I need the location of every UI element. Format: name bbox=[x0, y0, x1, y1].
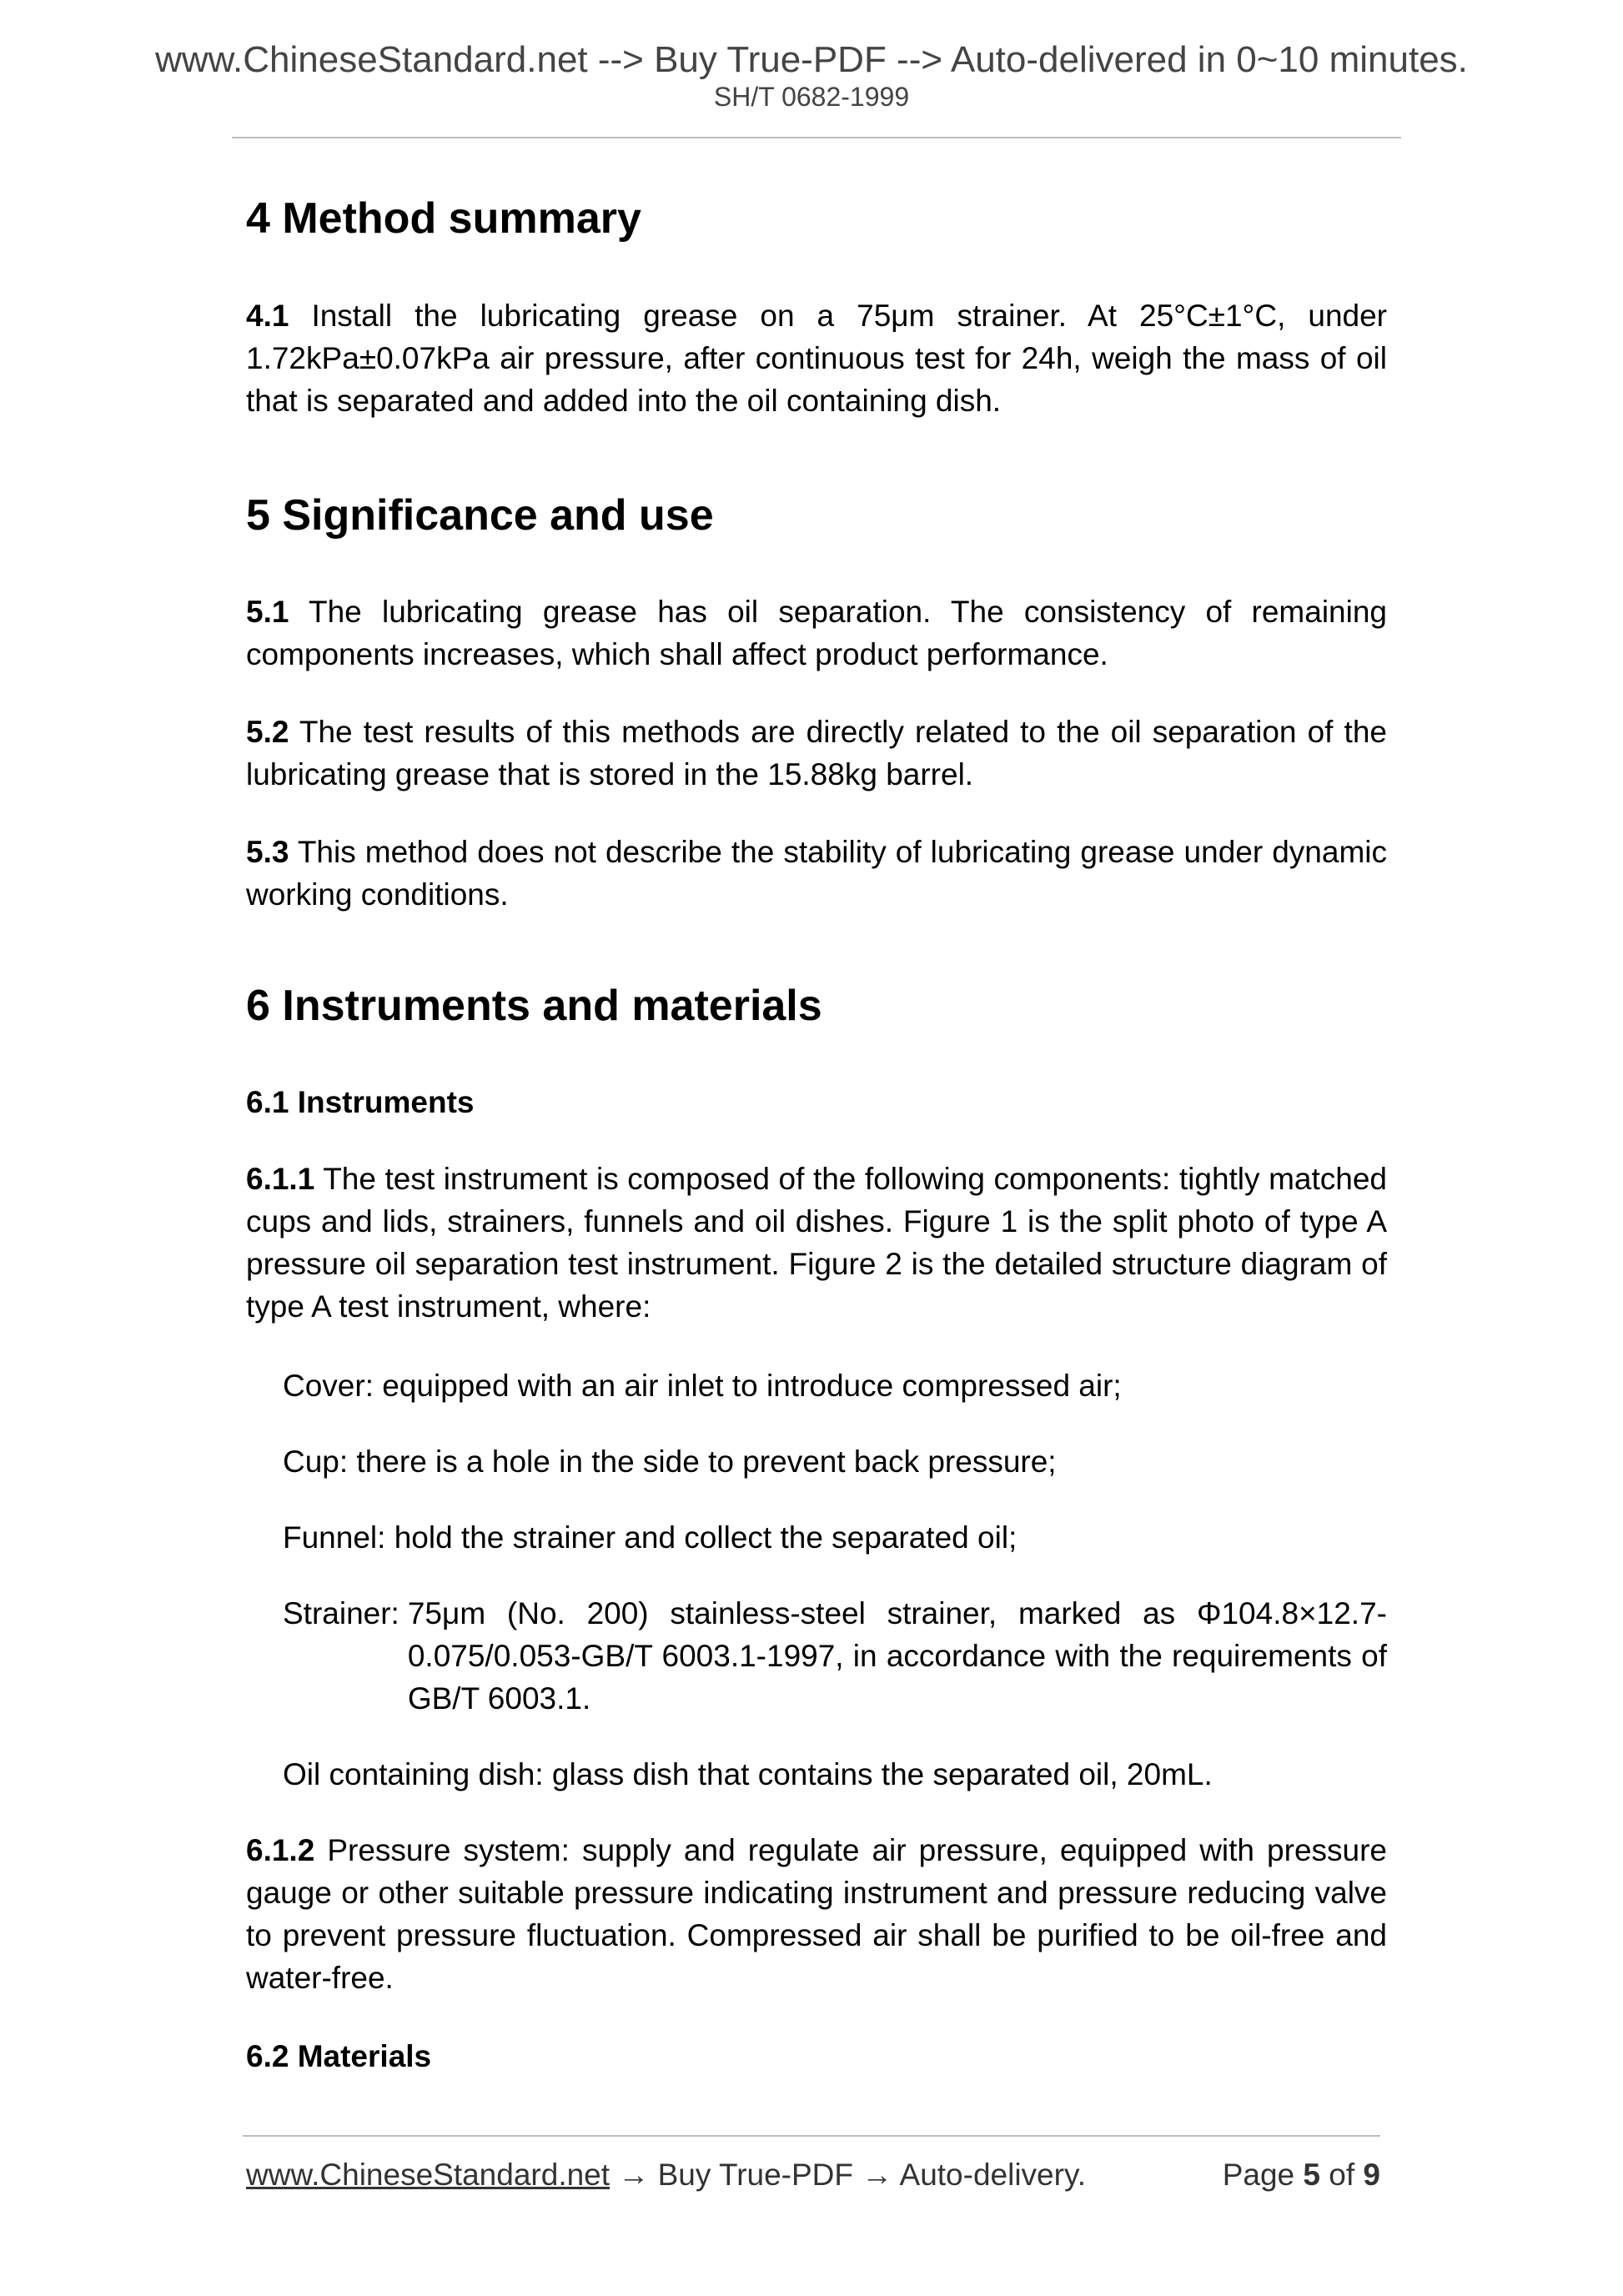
strainer-label: Strainer: bbox=[283, 1596, 399, 1630]
header-banner: www.ChineseStandard.net --> Buy True-PDF --> Auto-delivered in 0~10 minutes. bbox=[155, 39, 1468, 80]
paragraph-6-1-2 bbox=[246, 1829, 1387, 1999]
paragraph-5-3 bbox=[246, 831, 1387, 916]
header-divider bbox=[232, 137, 1401, 138]
footer-site-link[interactable]: www.ChineseStandard.net bbox=[246, 2158, 611, 2192]
footer-left bbox=[246, 2157, 1086, 2193]
paragraph-text: The test instrument is composed of the following components: tightly matched cups and lids, strainers, funnels and oil dishes. Figure 1 is the split photo of type A pressure oil separation test instrument. Figure 2 is the detailed structure diagram of type A test instrument, where: bbox=[246, 1162, 1387, 1324]
paragraph-4-1 bbox=[246, 294, 1387, 422]
clause-number: 5.1 bbox=[246, 595, 289, 629]
section-5-title: 5 Significance and use bbox=[246, 491, 714, 540]
component-funnel: Funnel: hold the strainer and collect the separated oil; bbox=[283, 1520, 1018, 1555]
subsection-6-2-title: 6.2 Materials bbox=[246, 2039, 432, 2073]
component-strainer bbox=[283, 1592, 1387, 1720]
section-4-title: 4 Method summary bbox=[246, 194, 641, 243]
footer-suffix: → Buy True-PDF → Auto-delivery. bbox=[610, 2158, 1086, 2192]
footer-divider bbox=[243, 2135, 1380, 2137]
paragraph-5-1 bbox=[246, 590, 1387, 676]
standard-code: SH/T 0682-1999 bbox=[713, 82, 910, 112]
component-oil-dish: Oil containing dish: glass dish that contains the separated oil, 20mL. bbox=[283, 1757, 1213, 1791]
paragraph-text: The test results of this methods are directly related to the oil separation of the lubricating grease that is stored in the 15.88kg barrel. bbox=[246, 715, 1387, 791]
clause-number: 4.1 bbox=[246, 299, 289, 333]
paragraph-6-1-1 bbox=[246, 1158, 1387, 1328]
paragraph-text: Install the lubricating grease on a 75μm strainer. At 25°C±1°C, under 1.72kPa±0.07kPa air pressure, after continuous test for 24h, weigh the mass of oil that is separated and added into the oil containing dish. bbox=[246, 299, 1387, 418]
page-word: Page bbox=[1222, 2158, 1295, 2192]
section-6-title: 6 Instruments and materials bbox=[246, 982, 822, 1030]
paragraph-text: The lubricating grease has oil separation. The consistency of remaining components increases, which shall affect product performance. bbox=[246, 595, 1387, 671]
page-number: 5 bbox=[1303, 2158, 1320, 2192]
subsection-6-1-title: 6.1 Instruments bbox=[246, 1085, 475, 1119]
component-cover: Cover: equipped with an air inlet to introduce compressed air; bbox=[283, 1369, 1122, 1403]
clause-number: 6.1.2 bbox=[246, 1833, 315, 1867]
paragraph-text: Pressure system: supply and regulate air pressure, equipped with pressure gauge or other suitable pressure indicating instrument and pressure reducing valve to prevent pressure fluctuation. Compressed air shall be purified to be oil-free and water-free. bbox=[246, 1833, 1387, 1995]
component-cup: Cup: there is a hole in the side to prevent back pressure; bbox=[283, 1444, 1057, 1479]
of-word: of bbox=[1329, 2158, 1355, 2192]
clause-number: 5.3 bbox=[246, 835, 289, 869]
paragraph-text: This method does not describe the stability of lubricating grease under dynamic working conditions. bbox=[246, 835, 1387, 912]
paragraph-5-2 bbox=[246, 711, 1387, 796]
clause-number: 5.2 bbox=[246, 715, 289, 749]
clause-number: 6.1.1 bbox=[246, 1162, 315, 1196]
page-total: 9 bbox=[1363, 2158, 1380, 2192]
strainer-description: 75μm (No. 200) stainless-steel strainer, marked as Φ104.8×12.7-0.075/0.053-GB/T 6003.1-1997, in accordance with the requirements of GB/T 6003.1. bbox=[407, 1596, 1387, 1716]
page-indicator bbox=[1201, 2157, 1380, 2193]
